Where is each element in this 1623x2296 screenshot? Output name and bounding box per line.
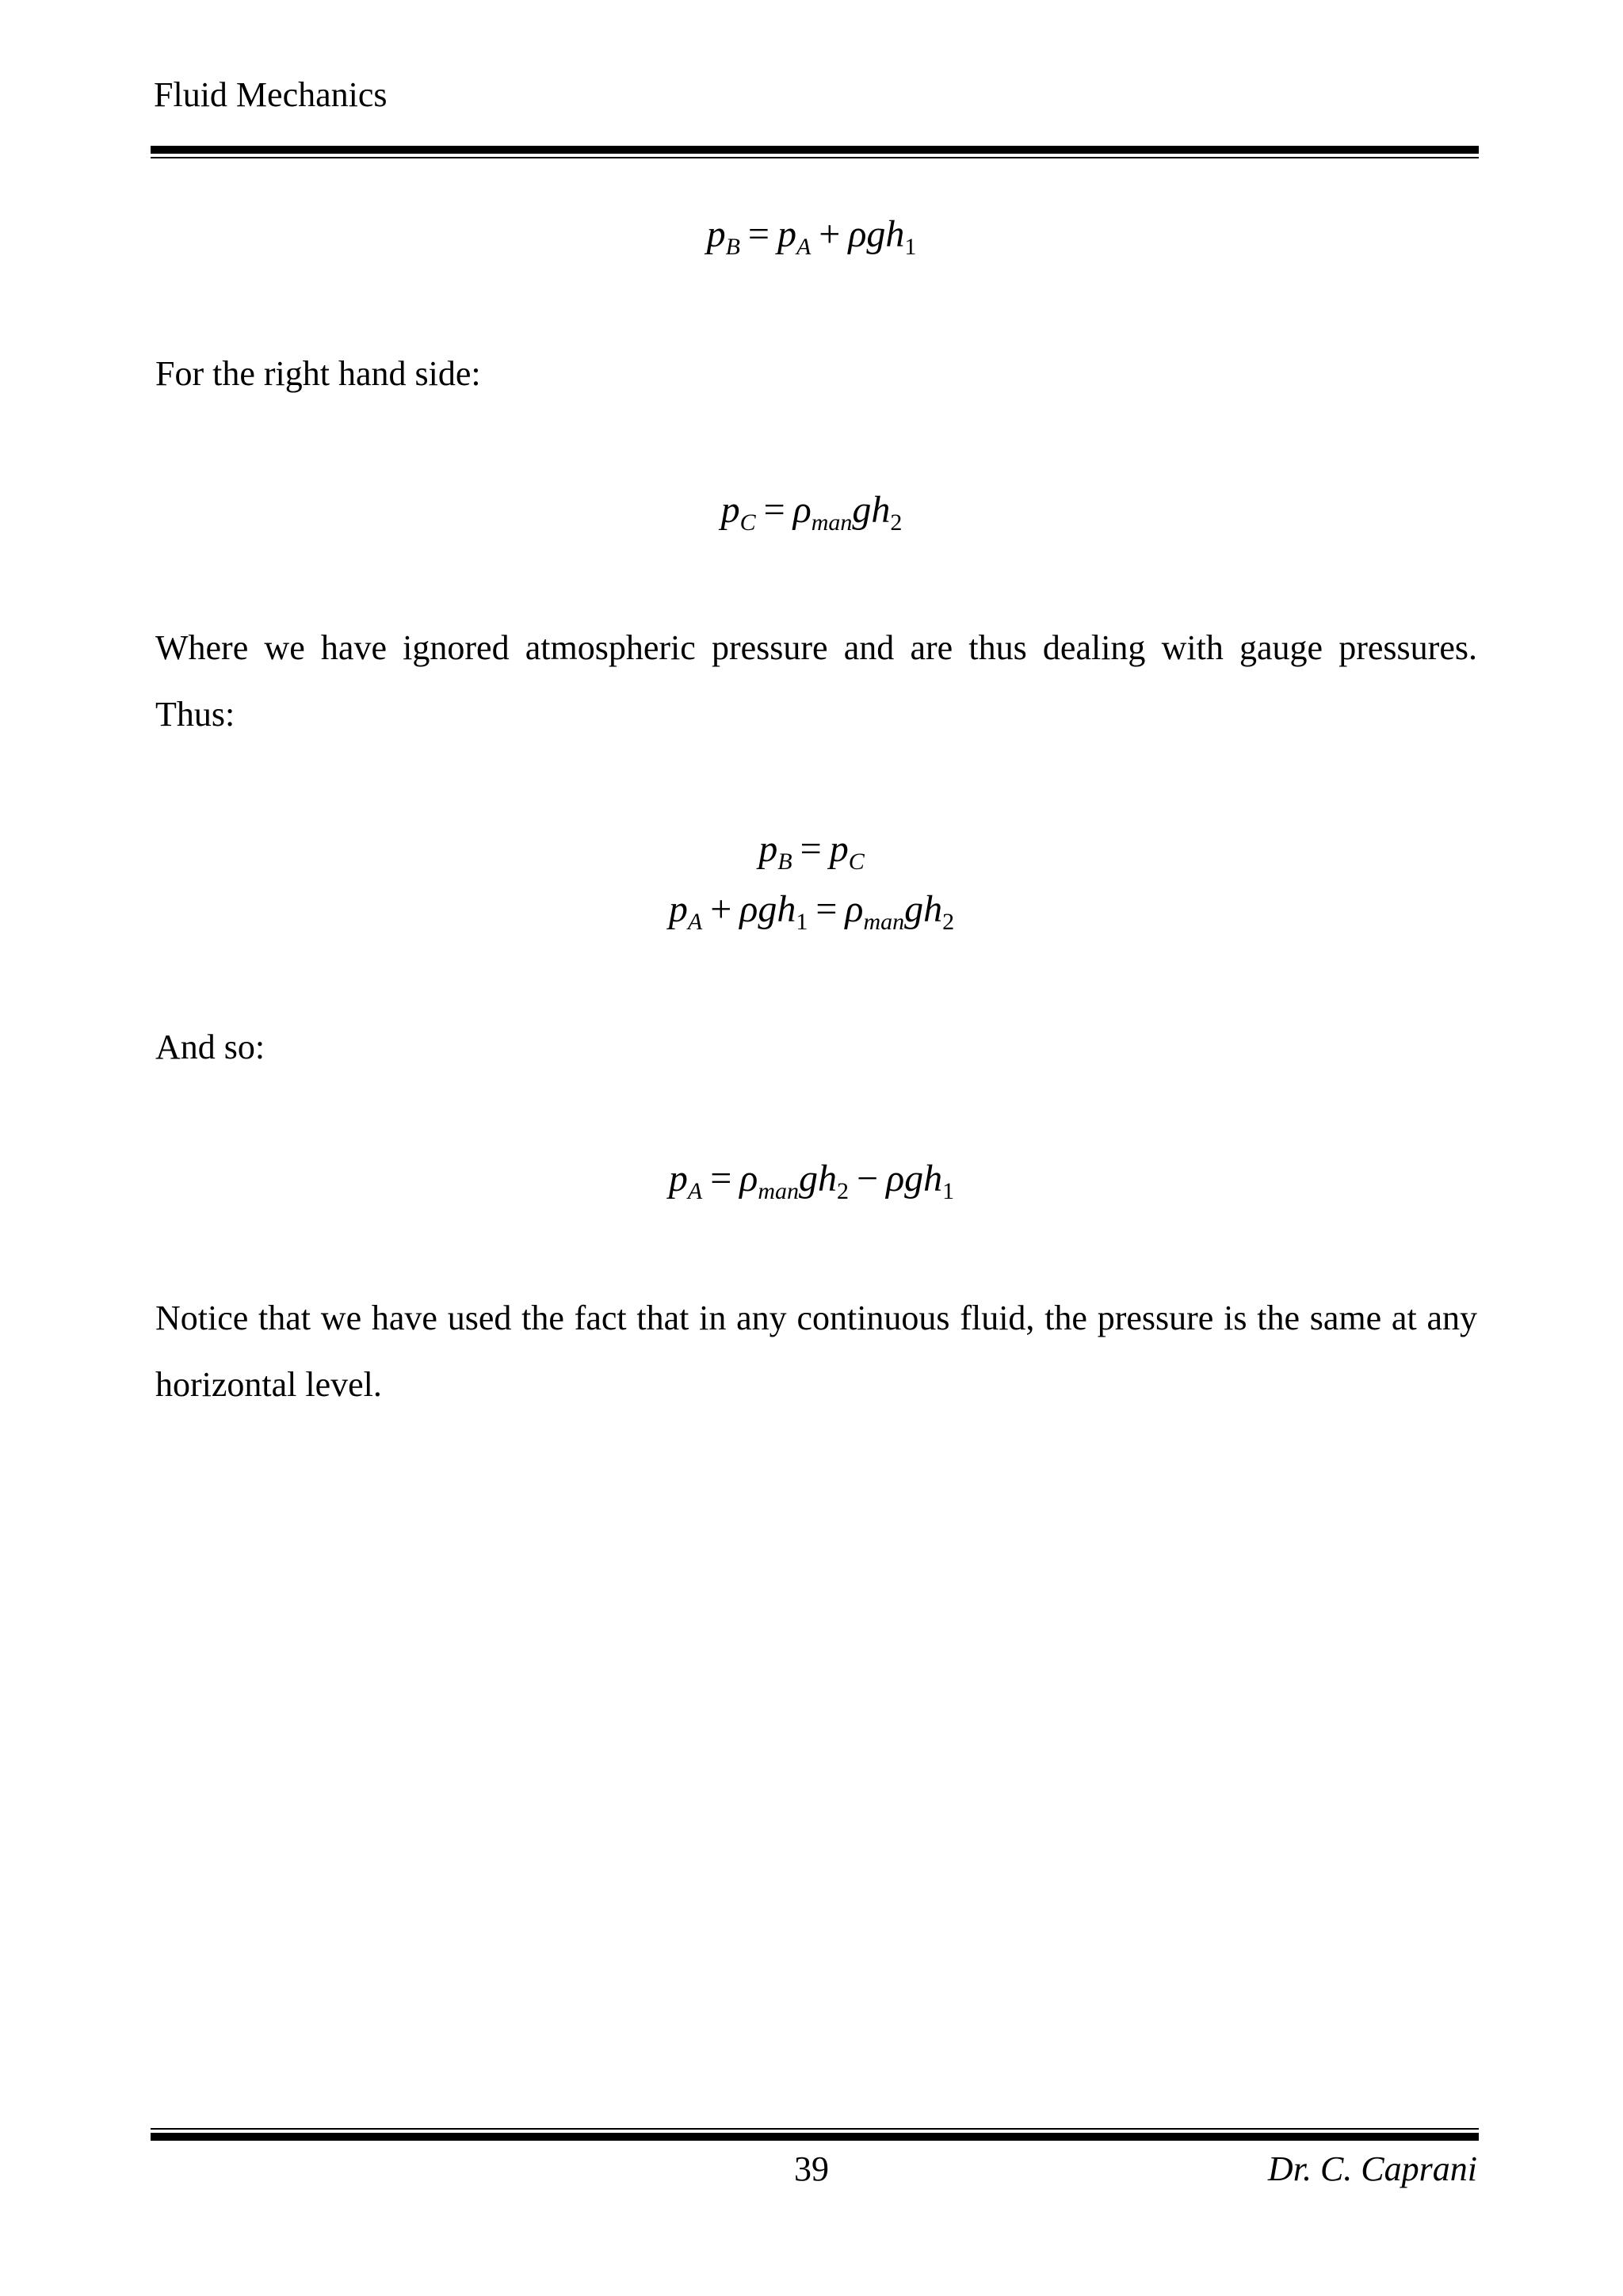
eq4-symbol-p: p [668,1158,688,1199]
eq2-subscript-c: C [739,509,756,536]
eq1-symbol-pa: p [777,213,796,255]
eq3a-symbol-p2: p [829,828,849,870]
eq1-equals: = [747,213,769,255]
eq3b-equals: = [815,888,838,930]
eq1-subscript-b: B [725,234,740,260]
eq2-equals: = [763,489,785,531]
running-header-title: Fluid Mechanics [154,75,388,114]
equation-pc-definition [0,489,1623,536]
paragraph-ignored-atmospheric: Where we have ignored atmospheric pressure and are thus dealing with gauge pressures. Thus: [155,628,1477,734]
eq4-equals: = [710,1158,732,1199]
eq3b-rho: ρ [845,888,864,930]
eq1-symbol-p: p [706,213,726,255]
eq1-plus: + [819,213,841,255]
eq2-symbol-p: p [720,489,740,531]
eq3b-plus: + [710,888,732,930]
paragraph-right-hand-side: For the right hand side: [155,354,481,393]
eq3a-equals: = [800,828,822,870]
equation-pa-result [0,1158,1623,1204]
eq1-subscript-1: 1 [904,234,917,260]
eq2-subscript-man: man [811,509,853,536]
eq3b-g-h: gh [904,888,943,930]
paragraph-notice: Notice that we have used the fact that in any continuous fluid, the pressure is the same at any horizontal level. [155,1299,1477,1404]
equation-balance [0,888,1623,935]
footer-rule-thick [151,2133,1479,2141]
paragraph-and-so: And so: [155,1028,265,1066]
eq2-subscript-2: 2 [890,509,903,536]
eq1-rho-g-h: ρgh [848,213,905,255]
eq3b-subscript-1: 1 [796,909,808,935]
eq3b-subscript-2: 2 [942,909,955,935]
footer-rule-thin [151,2128,1479,2130]
eq3a-symbol-p: p [758,828,778,870]
equation-pb-equals-pc [0,828,1623,875]
eq3b-symbol-p: p [668,888,688,930]
eq4-subscript-man: man [758,1178,799,1204]
eq2-rho: ρ [792,489,812,531]
eq3b-rho-g-h: ρgh [739,888,796,930]
header-rule-thick [151,146,1479,154]
eq2-g-h: gh [852,489,891,531]
eq4-subscript-2: 2 [837,1178,849,1204]
eq4-g-h: gh [799,1158,837,1199]
eq4-subscript-a: A [687,1178,703,1204]
eq3b-subscript-man: man [863,909,905,935]
eq4-subscript-1: 1 [942,1178,955,1204]
equation-pb-definition [0,213,1623,260]
eq1-subscript-a: A [796,234,812,260]
eq3b-subscript-a: A [687,909,703,935]
eq4-rho: ρ [739,1158,758,1199]
page-number: 39 [794,2149,829,2188]
eq3a-subscript-c: C [848,849,865,875]
eq3a-subscript-b: B [777,849,792,875]
eq4-rho-g-h: ρgh [886,1158,943,1199]
header-rule-thin [151,157,1479,158]
footer-author: Dr. C. Caprani [1267,2149,1477,2188]
eq4-minus: − [857,1158,879,1199]
